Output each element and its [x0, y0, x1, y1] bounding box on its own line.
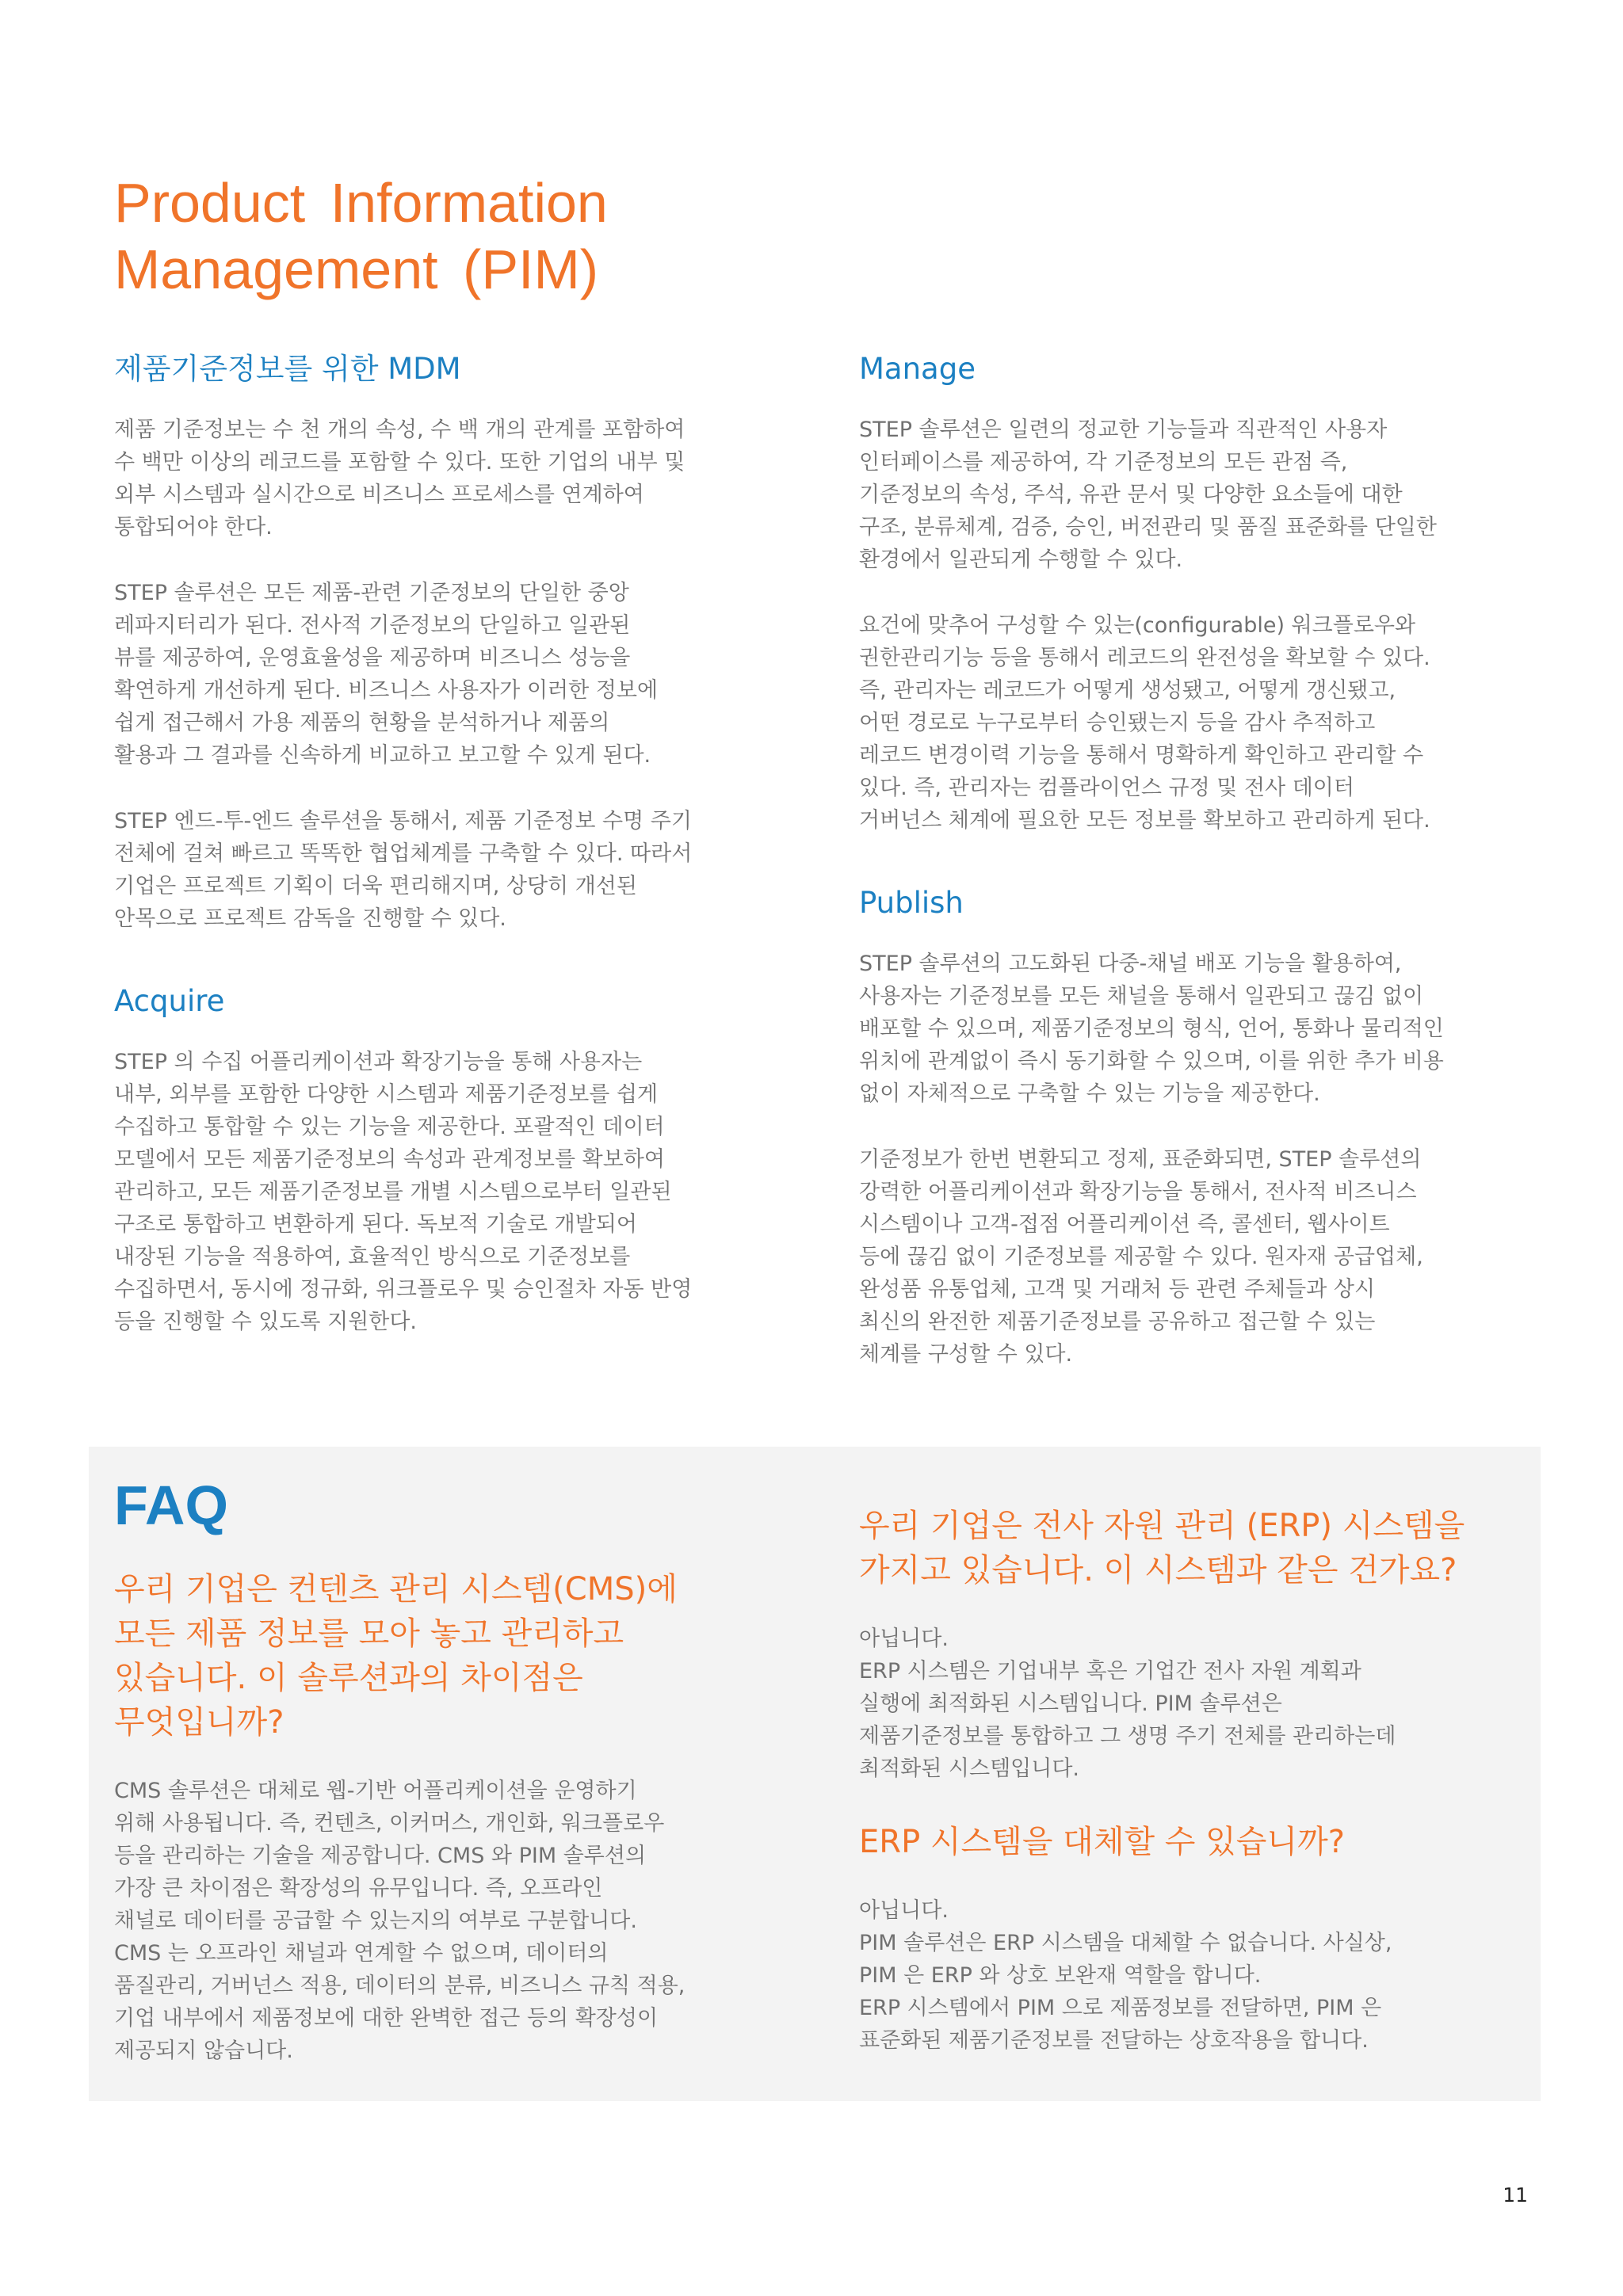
page-title: [114, 170, 1144, 303]
faq-title: FAQ: [114, 1474, 228, 1536]
publish-paragraph-2: 기준정보가 한번 변환되고 정제, 표준화되면, STEP 솔루션의 강력한 어플리케이션과 확장기능을 통해서, 전사적 비즈니스 시스템이나 고객-접점 어플리케이션 즉, 콜센터, 웹사이트 등에 끊김 없이 기준정보를 제공할 수 있다. 원자재 공급업체, 완성품 유통업체, 고객 및 거래처 등 관련 주체들과 상시 최신의 완전한 제품기준정보를 공유하고 접근할 수 있는 체계를 구성할 수 있다.: [859, 1147, 1423, 1367]
acquire-paragraph: STEP 의 수집 어플리케이션과 확장기능을 통해 사용자는 내부, 외부를 포함한 다양한 시스템과 제품기준정보를 쉽게 수집하고 통합할 수 있는 기능을 제공한다. 포괄적인 데이터 모델에서 모든 제품기준정보의 속성과 관계정보를 확보하여 관리하고, 모든 제품기준정보를 개별 시스템으로부터 일관된 구조로 통합하고 변환하게 된다. 독보적 기술로 개발되어 내장된 기능을 적용하여, 효율적인 방식으로 기준정보를 수집하면서, 동시에 정규화, 위크플로우 및 승인절차 자동 반영 등을 진행할 수 있도록 지원한다.: [114, 1050, 693, 1334]
mdm-paragraph-1: 제품 기준정보는 수 천 개의 속성, 수 백 개의 관계를 포함하여 수 백만 이상의 레코드를 포함할 수 있다. 또한 기업의 내부 및 외부 시스템과 실시간으로 비즈니스 프로세스를 연계하여 통합되어야 한다.: [114, 418, 685, 540]
left-column: [114, 349, 796, 1371]
faq-answer-cms: CMS 솔루션은 대체로 웹-기반 어플리케이션을 운영하기 위해 사용됩니다. 즉, 컨텐츠, 이커머스, 개인화, 워크플로우 등을 관리하는 기술을 제공합니다. CMS 와 PIM 솔루션의 가장 큰 차이점은 확장성의 유무입니다. 즉, 오프라인 채널로 데이터를 공급할 수 있는지의 여부로 구분합니다. CMS 는 오프라인 채널과 연계할 수 없으며, 데이터의 품질관리, 거버넌스 적용, 데이터의 분류, 비즈니스 규칙 적용, 기업 내부에서 제품정보에 대한 완벽한 접근 등의 확장성이 제공되지 않습니다.: [114, 1779, 685, 2063]
manage-heading: Manage: [859, 352, 976, 386]
faq-answer-erp-replace: 아닙니다. PIM 솔루션은 ERP 시스템을 대체할 수 없습니다. 사실상, PIM 은 ERP 와 상호 보완재 역할을 합니다. ERP 시스템에서 PIM 으로 제품정보를 전달하면, PIM 은 표준화된 제품기준정보를 전달하는 상호작용을 합니다.: [859, 1898, 1392, 2053]
faq-question-erp: 우리 기업은 전사 자원 관리 (ERP) 시스템을 가지고 있습니다. 이 시스템과 같은 건가요?: [859, 1508, 1465, 1589]
manage-paragraph-1: STEP 솔루션은 일련의 정교한 기능들과 직관적인 사용자 인터페이스를 제공하여, 각 기준정보의 모든 관점 즉, 기준정보의 속성, 주석, 유관 문서 및 다양한 요소들에 대한 구조, 분류체계, 검증, 승인, 버전관리 및 품질 표준화를 단일한 환경에서 일관되게 수행할 수 있다.: [859, 418, 1437, 572]
page-title-line-1: Product Information: [114, 172, 608, 234]
faq-left-column: [114, 1567, 796, 2102]
faq-right-column: [859, 1504, 1556, 2092]
faq-question-erp-replace: ERP 시스템을 대체할 수 있습니까?: [859, 1824, 1345, 1860]
publish-heading: Publish: [859, 886, 964, 920]
faq-question-cms: 우리 기업은 컨텐츠 관리 시스템(CMS)에 모든 제품 정보를 모아 놓고 관리하고 있습니다. 이 솔루션과의 차이점은 무엇입니까?: [114, 1571, 678, 1741]
page-title-line-2: Management (PIM): [114, 238, 599, 300]
mdm-paragraph-2: STEP 솔루션은 모든 제품-관련 기준정보의 단일한 중앙 레파지터리가 된다. 전사적 기준정보의 단일하고 일관된 뷰를 제공하여, 운영효율성을 제공하며 비즈니스 성능을 확연하게 개선하게 된다. 비즈니스 사용자가 이러한 정보에 쉽게 접근해서 가용 제품의 현황을 분석하거나 제품의 활용과 그 결과를 신속하게 비교하고 보고할 수 있게 된다.: [114, 581, 659, 768]
faq-answer-erp: 아닙니다. ERP 시스템은 기업내부 혹은 기업간 전사 자원 계획과 실행에 최적화된 시스템입니다. PIM 솔루션은 제품기준정보를 통합하고 그 생명 주기 전체를 관리하는데 최적화된 시스템입니다.: [859, 1627, 1396, 1781]
mdm-heading: 제품기준정보를 위한 MDM: [114, 352, 461, 386]
right-column: [859, 349, 1564, 1404]
acquire-heading: Acquire: [114, 984, 225, 1018]
mdm-paragraph-3: STEP 엔드-투-엔드 솔루션을 통해서, 제품 기준정보 수명 주기 전체에 걸쳐 빠르고 똑똑한 협업체계를 구축할 수 있다. 따라서 기업은 프로젝트 기획이 더욱 편리해지며, 상당히 개선된 안목으로 프로젝트 감독을 진행할 수 있다.: [114, 809, 693, 931]
publish-paragraph-1: STEP 솔루션의 고도화된 다중-채널 배포 기능을 활용하여, 사용자는 기준정보를 모든 채널을 통해서 일관되고 끊김 없이 배포할 수 있으며, 제품기준정보의 형식, 언어, 통화나 물리적인 위치에 관계없이 즉시 동기화할 수 있으며, 이를 위한 추가 비용 없이 자체적으로 구축할 수 있는 기능을 제공한다.: [859, 952, 1444, 1106]
manage-paragraph-2: 요건에 맞추어 구성할 수 있는(configurable) 워크플로우와 권한관리기능 등을 통해서 레코드의 완전성을 확보할 수 있다. 즉, 관리자는 레코드가 어떻게 생성됐고, 어떻게 갱신됐고, 어떤 경로로 누구로부터 승인됐는지 등을 감사 추적하고 레코드 변경이력 기능을 통해서 명확하게 확인하고 관리할 수 있다. 즉, 관리자는 컴플라이언스 규정 및 전사 데이터 거버넌스 체계에 필요한 모든 정보를 확보하고 관리하게 된다.: [859, 613, 1430, 833]
page-number: 11: [1503, 2183, 1528, 2206]
